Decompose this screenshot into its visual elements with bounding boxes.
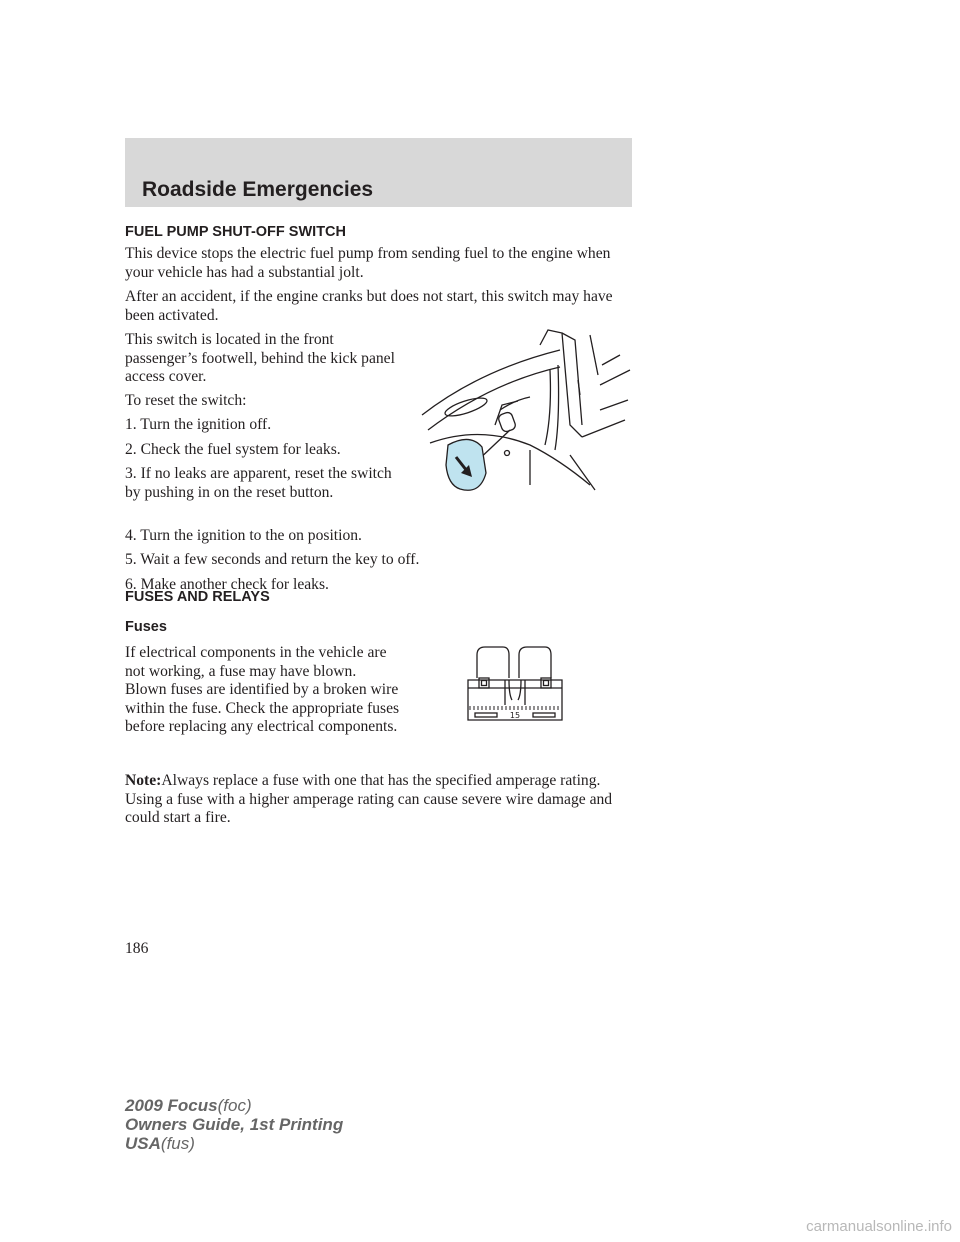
fuses-paragraph: If electrical components in the vehicle are not working, a fuse may have blown. Blown fuses are identified by a broken wire within the fuse. Check the appropriate fuses before replacing any electrical components. <box>125 644 400 735</box>
footer-model: 2009 Focus <box>125 1096 218 1115</box>
fuses-subheading: Fuses <box>125 619 167 635</box>
print-footer <box>125 1096 343 1153</box>
footer-market: USA <box>125 1134 161 1153</box>
fuel-pump-paragraph-2: After an accident, if the engine cranks but does not start, this switch may have been activated. <box>125 288 613 324</box>
fuel-pump-heading: FUEL PUMP SHUT-OFF SWITCH <box>125 224 346 240</box>
footer-model-code: (foc) <box>217 1096 252 1115</box>
reset-step-6: 6. Make another check for leaks. <box>125 576 329 593</box>
note-text: Always replace a fuse with one that has the specified amperage rating. Using a fuse with a higher amperage rating can cause severe wire damage and could start a fire. <box>125 772 613 826</box>
footer-market-code: (fus) <box>160 1134 195 1153</box>
fuel-pump-paragraph-3: This switch is located in the front passenger’s footwell, behind the kick panel access cover. <box>125 331 395 385</box>
fuel-pump-paragraph-1: This device stops the electric fuel pump from sending fuel to the engine when your vehicle has had a substantial jolt. <box>125 245 611 281</box>
note-label: Note: <box>125 772 162 789</box>
fuse-illustration <box>465 640 565 730</box>
footer-printing: Owners Guide, 1st Printing <box>125 1115 344 1134</box>
page-number: 186 <box>125 940 149 957</box>
fuse-rating-label: 15 <box>509 711 521 720</box>
reset-step-5: 5. Wait a few seconds and return the key to off. <box>125 551 420 568</box>
fuses-relays-heading: FUSES AND RELAYS <box>125 589 270 605</box>
watermark: carmanualsonline.info <box>806 1218 952 1235</box>
reset-step-1: 1. Turn the ignition off. <box>125 416 272 433</box>
section-title: Roadside Emergencies <box>142 178 374 201</box>
reset-step-3: 3. If no leaks are apparent, reset the switch by pushing in on the reset button. <box>125 465 392 501</box>
reset-step-2: 2. Check the fuel system for leaks. <box>125 441 341 458</box>
fuel-pump-switch-illustration <box>420 325 635 500</box>
fuse-note <box>125 772 635 828</box>
reset-intro: To reset the switch: <box>125 392 247 409</box>
reset-step-4: 4. Turn the ignition to the on position. <box>125 527 362 544</box>
